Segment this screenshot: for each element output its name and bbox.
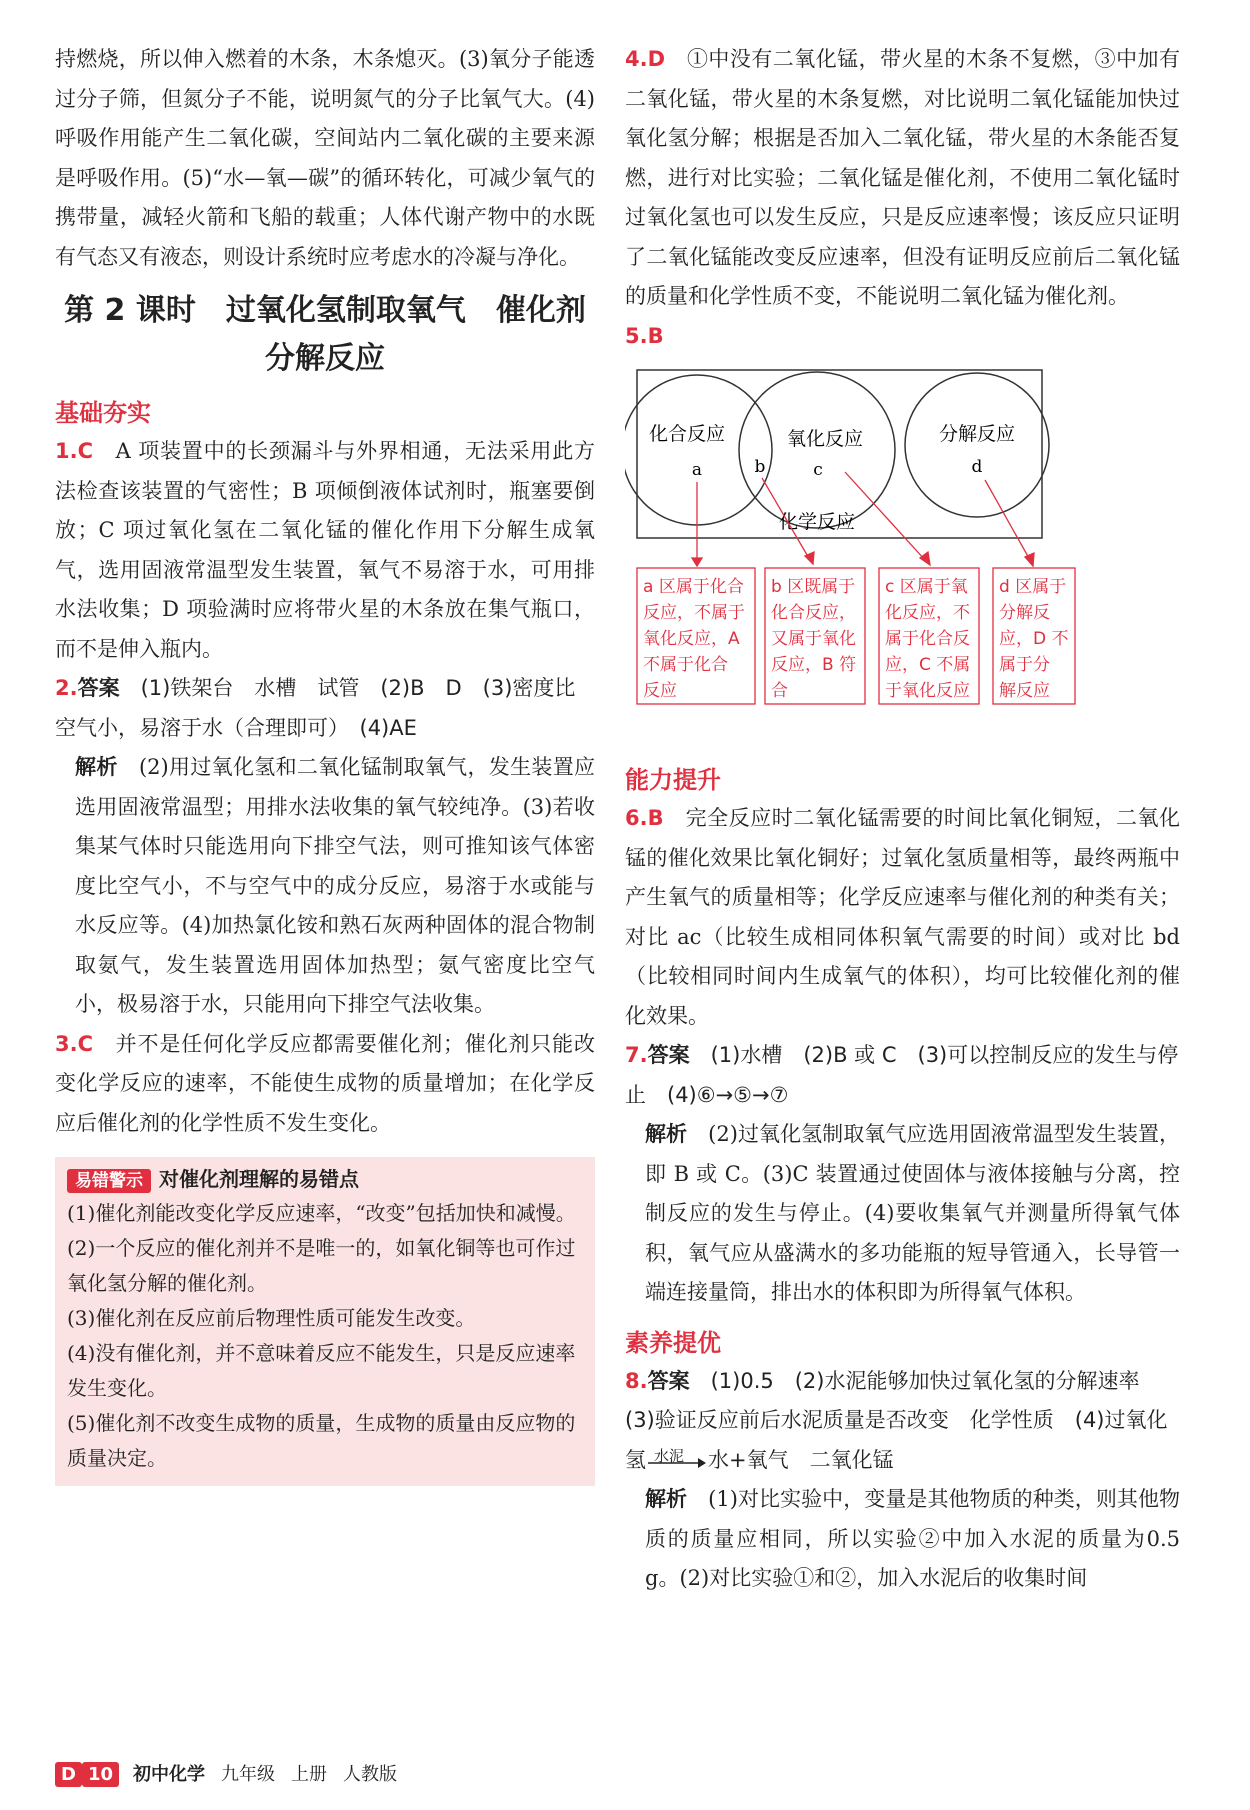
warning-title: 对催化剂理解的易错点	[159, 1167, 359, 1191]
question-2-analysis	[55, 748, 595, 1025]
section-basic: 基础夯实	[55, 399, 151, 427]
circle-combination	[625, 375, 772, 525]
lesson-title: 第 2 课时 过氧化氢制取氧气 催化剂分解反应	[64, 293, 586, 376]
arrowhead-a	[692, 558, 702, 566]
note-b-line: 化合反应，	[771, 603, 856, 623]
warning-item: (4)没有催化剂，并不意味着反应不能发生，只是反应速率发生变化。	[67, 1341, 576, 1400]
question-8-answer	[625, 1362, 1180, 1481]
note-a-line: 氧化反应，A	[643, 629, 740, 649]
warning-item: (3)催化剂在反应前后物理性质可能发生改变。	[67, 1306, 476, 1330]
question-7-analysis-text: (2)过氧化氢制取氧气应选用固液常温型发生装置，即 B 或 C。(3)C 装置通过使固体与液体接触与分离，控制反应的发生与停止。(4)要收集氧气并测量所得氧气体积，氧气应从盛满水的多功能瓶的短导管通入，长导管一端连接量筒，排出水的体积即为所得氧气体积。	[645, 1122, 1181, 1304]
question-7-analysis	[625, 1115, 1180, 1313]
note-d-line: 应，D 不	[999, 629, 1069, 649]
region-d: d	[971, 457, 983, 477]
note-a-line: a 区属于化合	[643, 577, 744, 597]
arrow-c	[845, 472, 925, 560]
circle-oxidation	[739, 372, 895, 528]
reaction-venn-diagram	[625, 360, 1180, 750]
footer-subject: 初中化学	[133, 1764, 206, 1785]
right-column	[625, 40, 1180, 1599]
note-c-line: 应，C 不属	[885, 655, 971, 675]
section-ability: 能力提升	[625, 766, 721, 794]
note-d-line: 分解反	[999, 603, 1050, 623]
question-2-analysis-text: (2)用过氧化氢和二氧化锰制取氧气，发生装置应选用固液常温型；用排水法收集的氧气较纯净。(3)若收集某气体时只能选用向下排空气法，则可推知该气体密度比空气小，不与空气中的成分反应，易溶于水或能与水反应等。(4)加热氯化铵和熟石灰两种固体的混合物制取氨气，发生装置选用固体加热型；氨气密度比空气小，极易溶于水，只能用向下排空气法收集。	[75, 755, 596, 1016]
arrow-d	[985, 480, 1030, 560]
question-8-analysis-text: (1)对比实验中，变量是其他物质的种类，则其他物质的质量应相同，所以实验②中加入水泥的质量为0.5 g。(2)对比实验①和②，加入水泥后的收集时间	[645, 1487, 1181, 1590]
analysis-label: 解析	[645, 1122, 688, 1146]
analysis-label: 解析	[75, 755, 118, 779]
region-b: b	[754, 457, 766, 477]
note-b-line: 合	[771, 681, 788, 701]
reaction-arrow	[646, 1446, 708, 1471]
analysis-label: 解析	[645, 1487, 688, 1511]
page-footer	[55, 1760, 413, 1787]
question-5-number: 5.B	[625, 323, 664, 348]
venn-svg	[625, 360, 1180, 750]
note-d-line: d 区属于	[999, 577, 1067, 597]
warning-item: (2)一个反应的催化剂并不是唯一的，如氧化铜等也可作过氧化氢分解的催化剂。	[67, 1236, 576, 1295]
warning-item: (5)催化剂不改变生成物的质量，生成物的质量由反应物的质量决定。	[67, 1411, 576, 1470]
question-4-text: ①中没有二氧化锰，带火星的木条不复燃，③中加有二氧化锰，带火星的木条复燃，对比说明二氧化锰能加快过氧化氢分解；根据是否加入二氧化锰，带火星的木条能否复燃，进行对比实验；二氧化锰是催化剂，不使用二氧化锰时过氧化氢也可以发生反应，只是反应速率慢；该反应只证明了二氧化锰能改变反应速率，但没有证明反应前后二氧化锰的质量和化学性质不变，不能说明二氧化锰为催化剂。	[625, 47, 1181, 308]
question-7-answer-text: (1)水槽 (2)B 或 C (3)可以控制反应的发生与停止 (4)⑥→⑤→⑦	[625, 1043, 1179, 1107]
warning-badge: 易错警示	[67, 1169, 151, 1193]
note-d-line: 解反应	[999, 681, 1050, 701]
note-c-line: c 区属于氧	[885, 577, 968, 597]
region-c: c	[813, 460, 823, 480]
page-number: 10	[82, 1762, 119, 1787]
intro-paragraph: 持燃烧，所以伸入燃着的木条，木条熄灭。(3)氧分子能透过分子筛，但氮分子不能，说明氮气的分子比氧气大。(4)呼吸作用能产生二氧化碳，空间站内二氧化碳的主要来源是呼吸作用。(5)“水—氧—碳”的循环转化，可减少氧气的携带量，减轻火箭和飞船的载重；人体代谢产物中的水既有气态又有液态，则设计系统时应考虑水的冷凝与净化。	[55, 47, 595, 269]
arrowhead-c	[920, 552, 930, 565]
question-6	[625, 799, 1180, 1036]
label-combination: 化合反应	[648, 423, 726, 445]
question-1-number: 1.C	[55, 439, 94, 463]
question-3	[55, 1025, 595, 1144]
note-a-line: 不属于化合	[643, 655, 728, 675]
question-8-number: 8.	[625, 1368, 648, 1393]
note-d-line: 属于分	[999, 655, 1050, 675]
catalyst-label: 水泥	[654, 1446, 685, 1465]
question-3-number: 3.C	[55, 1031, 94, 1056]
question-1	[55, 432, 595, 669]
question-6-text: 完全反应时二氧化锰需要的时间比氧化铜短，二氧化锰的催化效果比氧化铜好；过氧化氢质量相等，最终两瓶中产生氧气的质量相等；化学反应速率与催化剂的种类有关；对比 ac（比较生成相同体积氧气需要的时间）或对比 bd（比较相同时间内生成氧气的体积），均可比较催化剂的催化效果。	[625, 806, 1181, 1028]
footer-edition: 人教版	[343, 1764, 398, 1785]
section-literacy: 素养提优	[625, 1328, 721, 1357]
note-b-line: 又属于氧化	[771, 629, 856, 649]
question-2-answer	[55, 669, 595, 748]
note-c-line: 于氧化反应	[885, 681, 970, 701]
question-4-number: 4.D	[625, 47, 666, 71]
answer-label: 答案	[647, 1368, 690, 1393]
question-8-analysis	[625, 1480, 1180, 1599]
note-a-line: 反应，不属于	[643, 603, 745, 623]
arrowhead-d	[1025, 553, 1034, 566]
note-c-line: 化反应，不	[885, 603, 970, 623]
question-1-text: A 项装置中的长颈漏斗与外界相通，无法采用此方法检查该装置的气密性；B 项倾倒液体试剂时，瓶塞要倒放；C 项过氧化氢在二氧化锰的催化作用下分解生成氧气，选用固液常温型发生装置，氧气不易溶于水，可用排水法收集；D 项验满时应将带火星的木条放在集气瓶口，而不是伸入瓶内。	[55, 439, 595, 661]
question-2-answer-text: (1)铁架台 水槽 试管 (2)B D (3)密度比空气小，易溶于水（合理即可） (4)AE	[55, 676, 576, 740]
warning-item: (1)催化剂能改变化学反应速率，“改变”包括加快和减慢。	[67, 1201, 576, 1225]
question-4	[625, 40, 1180, 317]
question-6-number: 6.B	[625, 806, 664, 830]
note-c-line: 属于化合反	[885, 629, 970, 649]
question-7-number: 7.	[625, 1043, 648, 1067]
label-oxidation: 氧化反应	[786, 428, 864, 450]
note-b-line: b 区既属于	[771, 577, 856, 597]
error-warning-box	[55, 1157, 595, 1486]
footer-grade: 九年级	[221, 1764, 276, 1785]
warning-header	[67, 1163, 583, 1192]
footer-letter: D	[55, 1762, 82, 1787]
question-3-text: 并不是任何化学反应都需要催化剂；催化剂只能改变化学反应的速率，不能使生成物的质量增加；在化学反应后催化剂的化学性质不发生变化。	[55, 1031, 596, 1135]
question-2-number: 2.	[55, 676, 78, 700]
answer-label: 答案	[77, 676, 120, 700]
left-column	[55, 40, 595, 1486]
circle-decomposition	[905, 373, 1049, 517]
footer-volume: 上册	[291, 1764, 328, 1785]
region-a: a	[691, 460, 703, 480]
note-b-line: 反应，B 符	[771, 655, 857, 675]
label-decomposition: 分解反应	[938, 423, 1016, 445]
question-5	[625, 317, 1180, 357]
question-7-answer	[625, 1036, 1180, 1115]
question-8-answer-tail: 水+氧气 二氧化锰	[708, 1447, 894, 1472]
question-8-answer-text: (1)0.5 (2)水泥能够加快过氧化氢的分解速率 (3)验证反应前后水泥质量是否改变 化学性质 (4)过氧化氢	[625, 1368, 1168, 1472]
arrow-icon	[646, 1453, 708, 1473]
label-chemical-reaction: 化学反应	[778, 511, 856, 533]
answer-label: 答案	[647, 1043, 690, 1067]
note-a-line: 反应	[643, 681, 677, 701]
